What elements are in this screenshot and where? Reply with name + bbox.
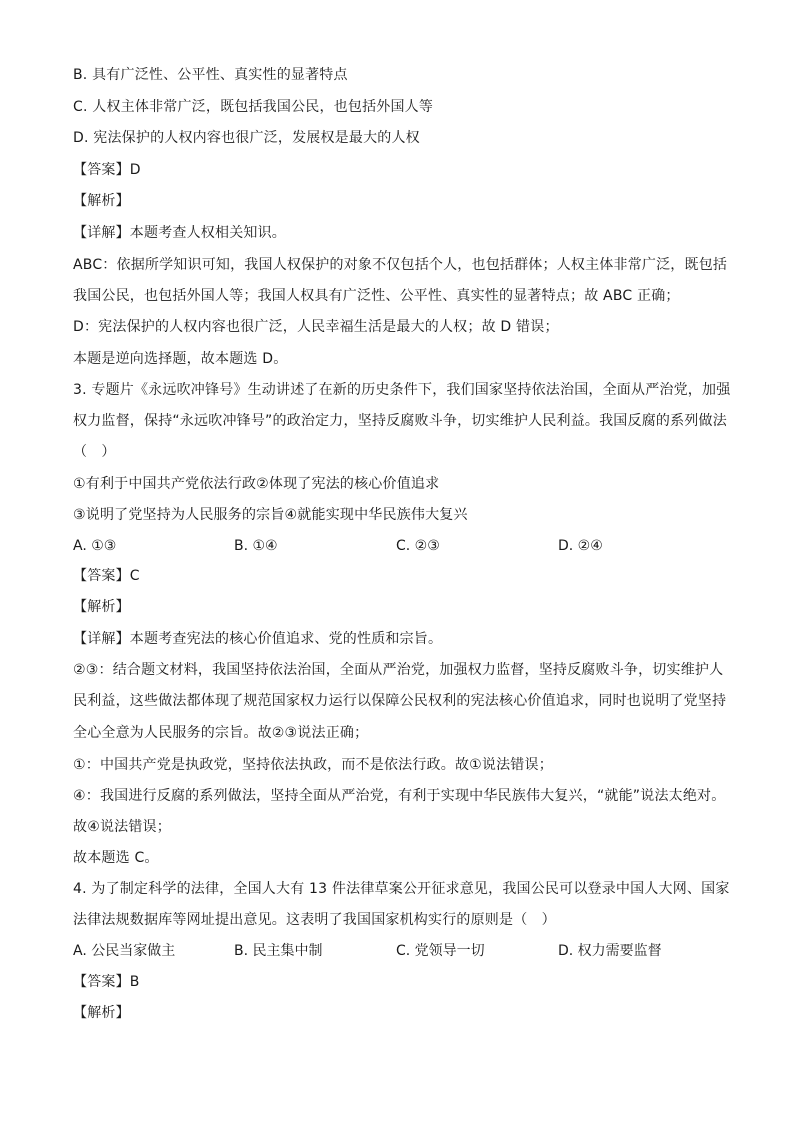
- q3-items-line-1: ①有利于中国共产党依法行政②体现了宪法的核心价值追求: [73, 476, 440, 492]
- q4-option-a: A. 公民当家做主: [73, 943, 176, 959]
- q4-option-b: B. 民主集中制: [234, 943, 323, 959]
- q4-option-d: D. 权力需要监督: [558, 943, 662, 959]
- q2-explanation-d: D：宪法保护的人权内容也很广泛，人民幸福生活是最大的人权；故 D 错误；: [73, 319, 559, 335]
- q3-stem-line-1: 3. 专题片《永远吹冲锋号》生动讲述了在新的历史条件下，我们国家坚持依法治国，全面从严治党，加强: [73, 382, 731, 398]
- q2-conclusion: 本题是逆向选择题，故本题选 D。: [73, 351, 288, 367]
- q3-items-line-2: ③说明了党坚持为人民服务的宗旨④就能实现中华民族伟大复兴: [73, 507, 468, 523]
- q2-detail: 【详解】本题考查人权相关知识。: [73, 225, 286, 241]
- q3-explanation-3-line-2: 故④说法错误；: [73, 819, 171, 835]
- q3-explanation-1-line-1: ②③：结合题文材料，我国坚持依法治国，全面从严治党，加强权力监督，坚持反腐败斗争，切实维护人: [73, 662, 724, 678]
- q4-answer: 【答案】B: [73, 974, 140, 990]
- q2-option-b: B. 具有广泛性、公平性、真实性的显著特点: [73, 67, 348, 83]
- q2-option-c: C. 人权主体非常广泛，既包括我国公民，也包括外国人等: [73, 99, 434, 115]
- q3-stem-line-2: 权力监督，保持“永远吹冲锋号”的政治定力，坚持反腐败斗争，切实维护人民利益。我国反腐的系列做法: [73, 413, 727, 429]
- q3-detail: 【详解】本题考查宪法的核心价值追求、党的性质和宗旨。: [73, 631, 443, 647]
- q4-option-c: C. 党领导一切: [396, 943, 485, 959]
- q2-explanation-abc-1: ABC：依据所学知识可知，我国人权保护的对象不仅包括个人，也包括群体；人权主体非常广泛，既包括: [73, 257, 728, 273]
- q2-answer: 【答案】D: [73, 162, 141, 178]
- q4-stem-line-1: 4. 为了制定科学的法律，全国人大有 13 件法律草案公开征求意见，我国公民可以登录中国人大网、国家: [73, 881, 730, 897]
- q3-option-c: C. ②③: [396, 538, 440, 554]
- q2-option-d: D. 宪法保护的人权内容也很广泛，发展权是最大的人权: [73, 130, 420, 146]
- q4-stem-line-2: 法律法规数据库等网址提出意见。这表明了我国国家机构实行的原则是（ ）: [73, 912, 556, 928]
- q3-explanation-2: ①：中国共产党是执政党，坚持依法执政，而不是依法行政。故①说法错误；: [73, 757, 553, 773]
- q3-option-d: D. ②④: [558, 538, 603, 554]
- q4-analysis-label: 【解析】: [73, 1005, 130, 1021]
- q3-explanation-3-line-1: ④：我国进行反腐的系列做法，坚持全面从严治党，有利于实现中华民族伟大复兴，“就能”说法太绝对。: [73, 788, 726, 804]
- q3-explanation-1-line-3: 全心全意为人民服务的宗旨。故②③说法正确；: [73, 725, 369, 741]
- q3-answer: 【答案】C: [73, 568, 140, 584]
- q3-option-b: B. ①④: [234, 538, 278, 554]
- q2-analysis-label: 【解析】: [73, 193, 130, 209]
- q3-analysis-label: 【解析】: [73, 599, 130, 615]
- q3-conclusion: 故本题选 C。: [73, 850, 159, 866]
- q3-explanation-1-line-2: 民利益，这些做法都体现了规范国家权力运行以保障公民权利的宪法核心价值追求，同时也说明了党坚持: [73, 693, 727, 709]
- q2-explanation-abc-2: 我国公民，也包括外国人等；我国人权具有广泛性、公平性、真实性的显著特点；故 ABC 正确；: [73, 288, 680, 304]
- q3-stem-line-3: （ ）: [73, 444, 116, 460]
- q3-option-a: A. ①③: [73, 538, 117, 554]
